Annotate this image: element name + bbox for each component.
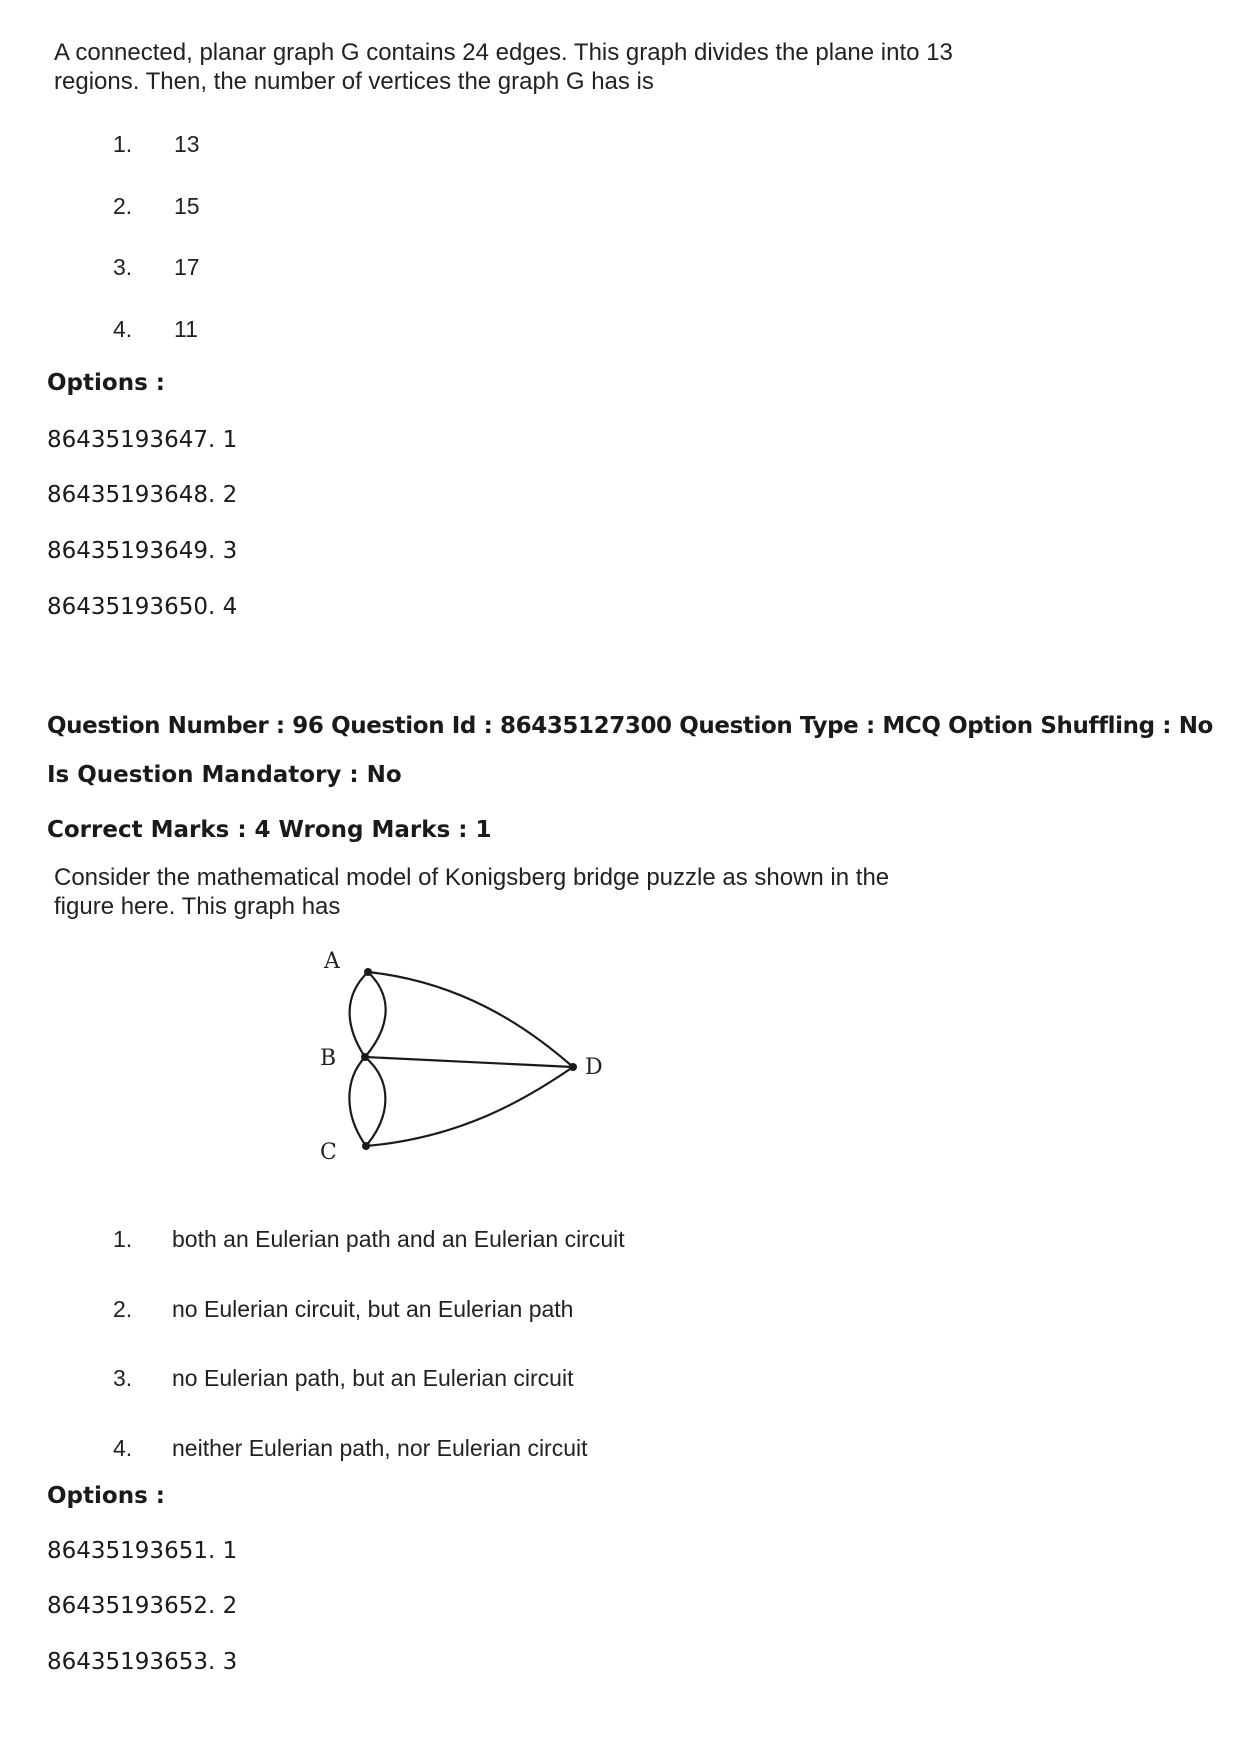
choice-number: 3.: [113, 1365, 133, 1391]
vertex-d: [569, 1063, 577, 1071]
option-id-line: 86435193648. 2: [47, 482, 238, 508]
edge-b-c-2: [365, 1057, 385, 1146]
choice-number: 3.: [113, 254, 133, 280]
choice-number: 4.: [113, 1435, 133, 1461]
choice-number: 4.: [113, 316, 133, 342]
choice-text: 13: [174, 131, 200, 157]
edge-a-d: [368, 972, 573, 1067]
options-label: Options :: [47, 1483, 165, 1509]
choice-number: 1.: [113, 1226, 133, 1252]
option-id-line: 86435193653. 3: [47, 1649, 238, 1675]
question-marks: Correct Marks : 4 Wrong Marks : 1: [47, 817, 492, 843]
choice-number: 2.: [113, 1296, 133, 1322]
choice-text: 15: [174, 193, 200, 219]
edge-b-d: [365, 1057, 573, 1067]
question-header: Question Number : 96 Question Id : 86435127300 Question Type : MCQ Option Shuffling : No: [47, 713, 1213, 739]
choice-number: 1.: [113, 131, 133, 157]
option-id-line: 86435193652. 2: [47, 1593, 238, 1619]
options-label: Options :: [47, 370, 165, 396]
choice-text: neither Eulerian path, nor Eulerian circuit: [172, 1435, 588, 1461]
vertex-a: [364, 968, 372, 976]
option-id-line: 86435193650. 4: [47, 594, 238, 620]
question-95-text: A connected, planar graph G contains 24 edges. This graph divides the plane into 13 regions. Then, the number of vertices the graph G has is: [54, 39, 953, 95]
konigsberg-graph-figure: [300, 940, 620, 1180]
choice-text: no Eulerian path, but an Eulerian circuit: [172, 1365, 574, 1391]
option-id-line: 86435193649. 3: [47, 538, 238, 564]
vertex-label-a: A: [324, 949, 340, 974]
vertex-label-b: B: [320, 1046, 337, 1071]
choice-text: both an Eulerian path and an Eulerian circuit: [172, 1226, 625, 1252]
question-96-text: Consider the mathematical model of Konigsberg bridge puzzle as shown in the figure here. This graph has: [54, 864, 890, 920]
question-mandatory: Is Question Mandatory : No: [47, 762, 402, 788]
vertex-label-d: D: [585, 1055, 603, 1080]
edge-c-d: [366, 1067, 573, 1146]
edge-a-b-1: [350, 972, 368, 1057]
choice-text: 17: [174, 254, 200, 280]
option-id-line: 86435193651. 1: [47, 1538, 238, 1564]
choice-text: no Eulerian circuit, but an Eulerian path: [172, 1296, 574, 1322]
edge-b-c-1: [349, 1057, 366, 1146]
option-id-line: 86435193647. 1: [47, 427, 238, 453]
edge-a-b-2: [365, 972, 386, 1057]
choice-text: 11: [174, 316, 198, 342]
choice-number: 2.: [113, 193, 133, 219]
vertex-label-c: C: [320, 1140, 337, 1165]
vertex-b: [361, 1053, 369, 1061]
vertex-c: [362, 1142, 370, 1150]
